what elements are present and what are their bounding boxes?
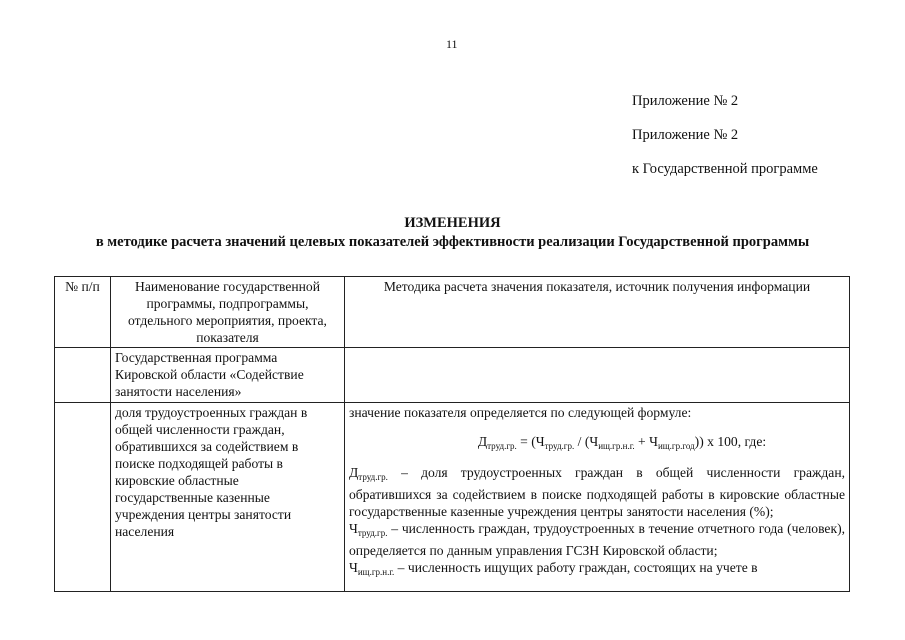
formula-part: / (Ч	[574, 434, 599, 449]
definition-symbol: Д	[349, 465, 359, 480]
formula	[349, 433, 845, 455]
table-row	[55, 403, 850, 592]
definition-text: – доля трудоустроенных граждан в общей численности граждан, обратившихся за содействием в поиске подходящей работы в кировские областные государственные казенные учреждения центры занятости населения (%);	[349, 465, 845, 519]
method-intro: значение показателя определяется по следующей формуле:	[349, 405, 692, 420]
appendix-label-2: Приложение № 2	[632, 127, 739, 143]
document-title: ИЗМЕНЕНИЯ	[404, 215, 501, 231]
formula-part: + Ч	[634, 434, 658, 449]
appendix-label-3: к Государственной программе	[632, 161, 818, 177]
definition-paragraph	[349, 559, 845, 581]
table-header-row	[55, 277, 850, 348]
formula-part: = (Ч	[516, 434, 545, 449]
formula-subscript: ищ.гр.год	[657, 441, 695, 451]
header-number: № п/п	[55, 277, 111, 348]
row-method	[345, 348, 850, 403]
header-name: Наименование государственной программы, подпрограммы, отдельного мероприятия, проекта, показателя	[111, 277, 345, 348]
changes-table	[54, 276, 850, 592]
formula-part: )) х 100, где:	[694, 434, 767, 449]
definition-subscript: ищ.гр.н.г.	[357, 567, 395, 577]
table-row	[55, 348, 850, 403]
formula-subscript: труд.гр.	[544, 441, 575, 451]
indicator-name: доля трудоустроенных граждан в общей численности граждан, обратившихся за содействием в поиске подходящей работы в кировские областные государственные казенные учреждения центры занятости населения	[111, 403, 345, 592]
definition-subscript: труд.гр.	[357, 528, 388, 538]
definition-symbol: Ч	[349, 521, 358, 536]
indicator-method	[345, 403, 850, 592]
definition-paragraph	[349, 464, 845, 520]
appendix-label-1: Приложение № 2	[632, 93, 739, 109]
row-number	[55, 348, 111, 403]
formula-subscript: ищ.гр.н.г.	[598, 441, 635, 451]
method-content	[349, 404, 845, 588]
definition-subscript: труд.гр.	[358, 472, 388, 482]
definition-text: – численность граждан, трудоустроенных в течение отчетного года (человек), определяется по данным управления ГСЗН Кировской области;	[349, 521, 845, 558]
formula-symbol: Д	[477, 434, 488, 449]
formula-subscript: труд.гр.	[487, 441, 517, 451]
row-number	[55, 403, 111, 592]
definition-paragraph	[349, 520, 845, 559]
program-name: Государственная программа Кировской области «Содействие занятости населения»	[111, 348, 345, 403]
definition-symbol: Ч	[349, 560, 358, 575]
definition-text: – численность ищущих работу граждан, состоящих на учете в	[394, 560, 758, 575]
header-method: Методика расчета значения показателя, источник получения информации	[345, 277, 850, 348]
document-subtitle: в методике расчета значений целевых показателей эффективности реализации Государственной программы	[95, 234, 810, 250]
page-number: 11	[446, 37, 458, 51]
